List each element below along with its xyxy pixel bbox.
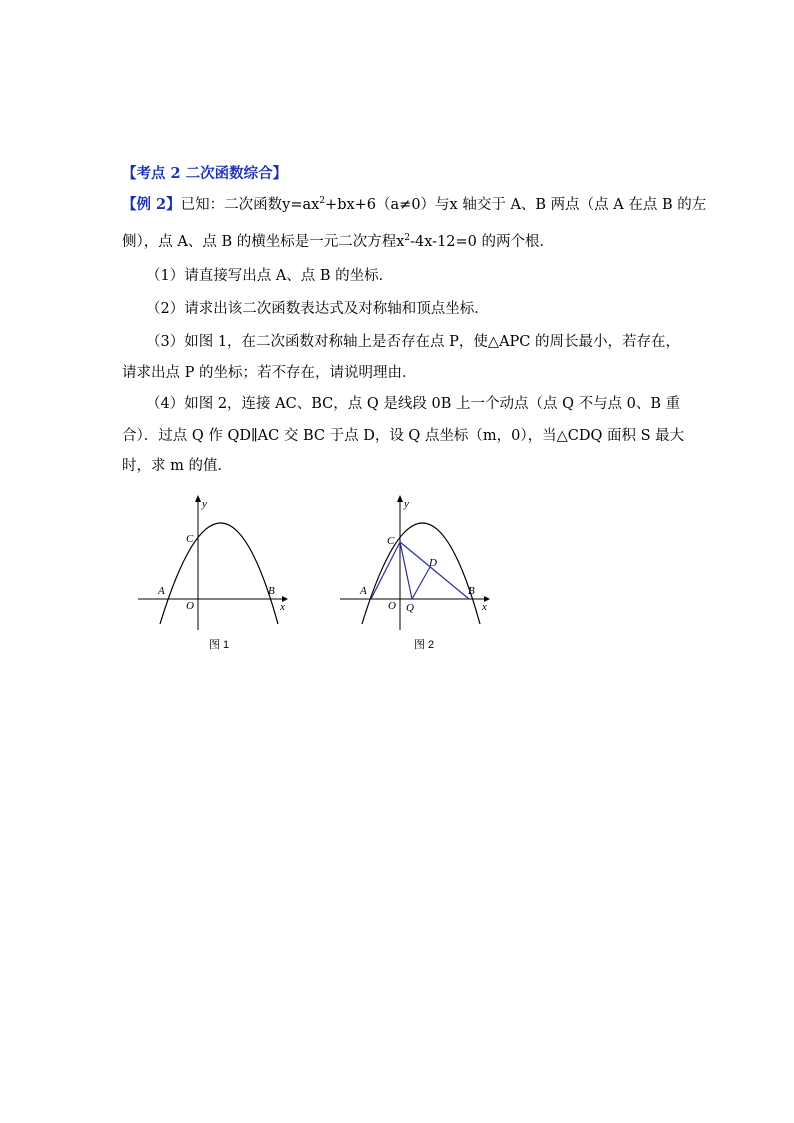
example-line-1 — [122, 190, 707, 220]
fig1-label-o: O — [186, 600, 194, 612]
example-line-2 — [122, 227, 682, 257]
fig2-label-y: y — [404, 498, 409, 510]
example-text-1b: +bx+6（a≠0）与x 轴交于 A、B 两点（点 A 在点 B 的左 — [325, 197, 707, 213]
figure-2-diagram — [334, 492, 504, 632]
question-1: （1）请直接写出点 A、点 B 的坐标． — [146, 268, 394, 284]
fig2-label-a: A — [360, 585, 367, 597]
example-sup-1: 2 — [319, 196, 326, 207]
fig1-label-c: C — [186, 533, 194, 545]
fig1-parabola — [160, 523, 278, 624]
fig2-label-x: x — [482, 601, 487, 613]
fig2-segment-qd — [412, 567, 430, 599]
fig1-label-b: B — [268, 585, 275, 597]
example-text-2b: -4x-12=0 的两个根． — [410, 234, 555, 250]
section-heading: 【考点 2 二次函数综合】 — [122, 165, 288, 182]
question-4-line-3: 时，求 m 的值． — [122, 458, 232, 474]
fig2-label-o: O — [388, 600, 396, 612]
fig1-label-y: y — [202, 498, 207, 510]
example-sup-2: 2 — [404, 233, 411, 244]
figure-1-caption: 图 1 — [209, 639, 230, 651]
figure-1-diagram — [132, 492, 302, 632]
fig2-parabola — [362, 523, 480, 624]
fig2-label-d: D — [429, 557, 437, 569]
question-4-line-2: 合）．过点 Q 作 QD∥AC 交 BC 于点 D，设 Q 点坐标（m，0），当△CDQ 面积 S 最大 — [122, 428, 685, 444]
example-text-1a: 已知：二次函数y=ax — [180, 197, 320, 213]
question-3-line-2: 请求出点 P 的坐标；若不存在，请说明理由． — [122, 365, 417, 381]
fig1-label-a: A — [158, 585, 165, 597]
example-text-2a: 侧），点 A、点 B 的横坐标是一元二次方程x — [122, 234, 405, 250]
fig2-label-q: Q — [406, 602, 414, 614]
question-2: （2）请求出该二次函数表达式及对称轴和顶点坐标． — [146, 301, 489, 317]
fig1-label-x: x — [280, 601, 285, 613]
figure-2-caption: 图 2 — [414, 639, 435, 651]
question-3-line-1: （3）如图 1，在二次函数对称轴上是否存在点 P，使△APC 的周长最小，若存在， — [146, 334, 681, 350]
example-tag: 【例 2】 — [122, 196, 181, 213]
fig2-segment-ac — [371, 542, 400, 599]
fig1-y-arrow — [195, 495, 201, 502]
fig2-label-b: B — [468, 585, 475, 597]
question-4-line-1: （4）如图 2，连接 AC、BC，点 Q 是线段 0B 上一个动点（点 Q 不与点 0、B 重 — [146, 396, 681, 412]
fig2-y-arrow — [397, 495, 403, 502]
fig2-label-c: C — [387, 535, 395, 547]
